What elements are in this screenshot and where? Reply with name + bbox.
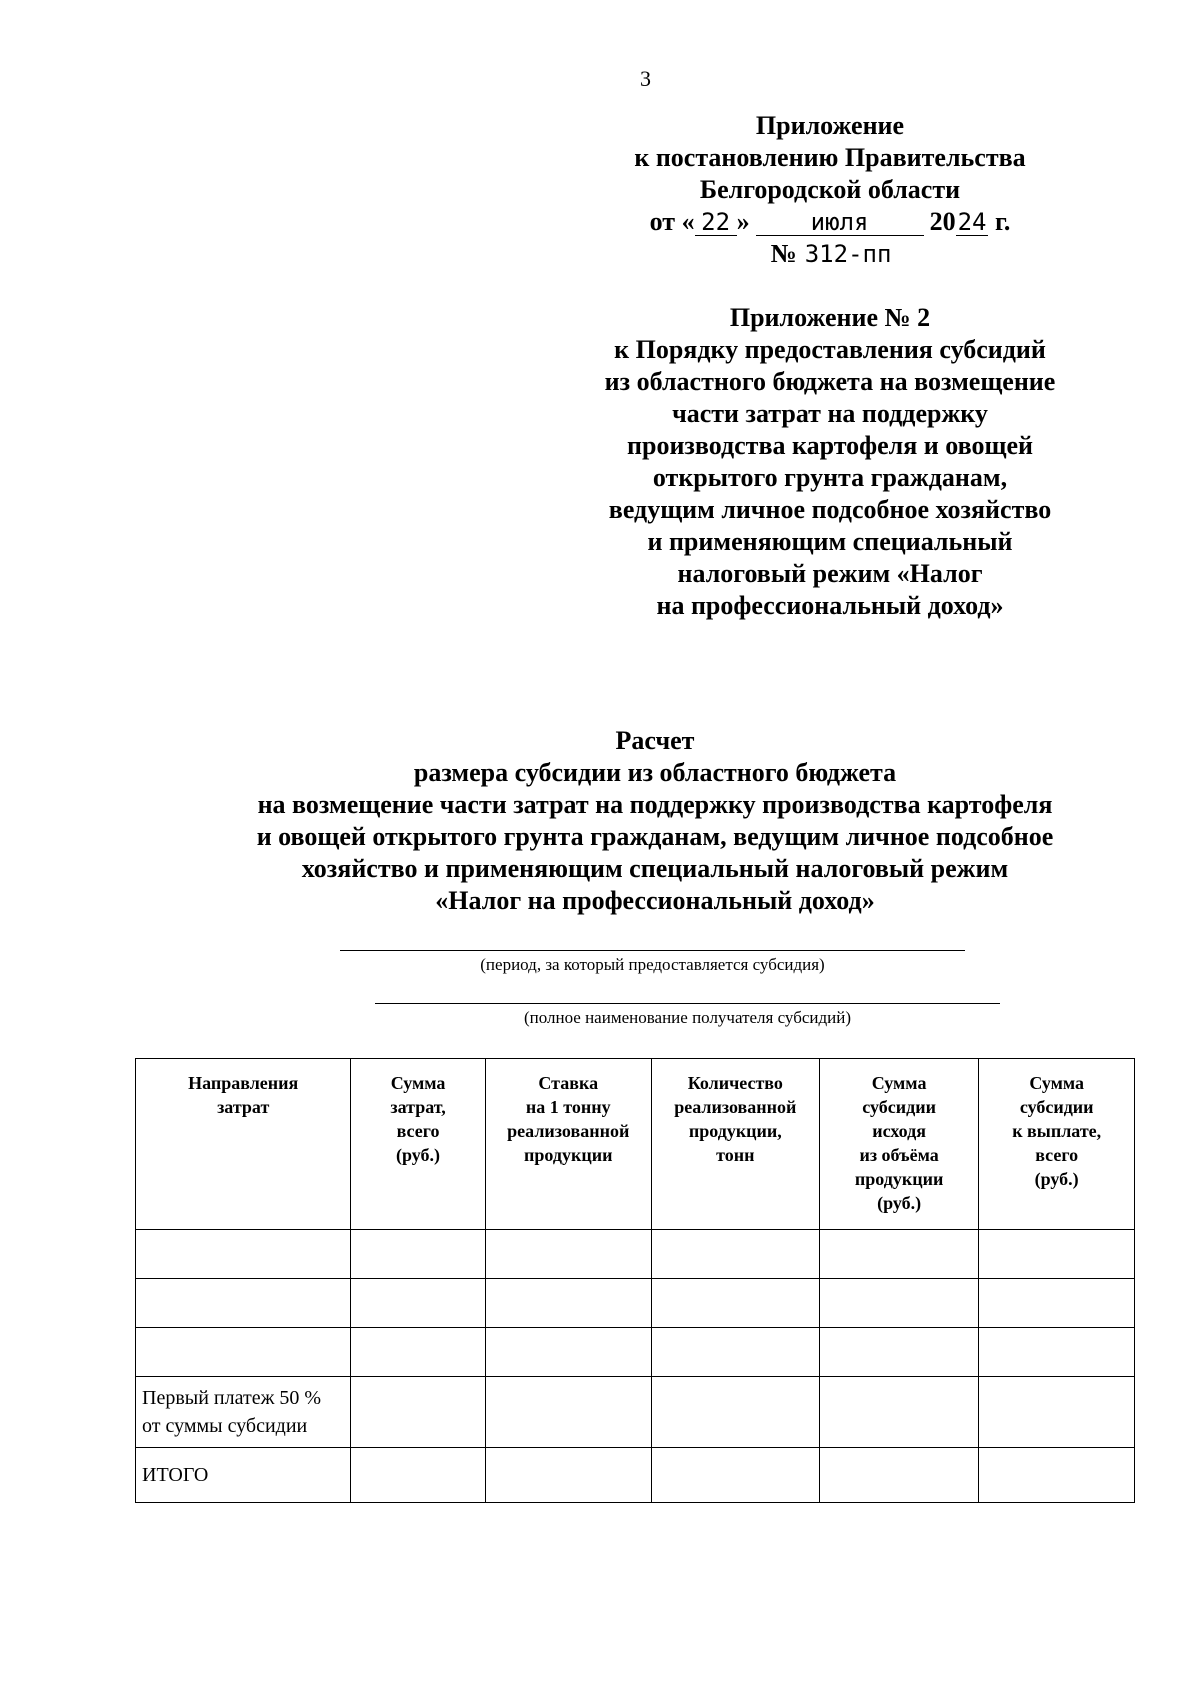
approval-date bbox=[560, 206, 1100, 238]
table-cell[interactable] bbox=[819, 1328, 979, 1377]
table-cell[interactable] bbox=[351, 1377, 485, 1448]
table-cell[interactable] bbox=[136, 1328, 351, 1377]
table-cell[interactable] bbox=[651, 1328, 819, 1377]
first-payment-label: Первый платеж 50 % от суммы субсидии bbox=[136, 1377, 351, 1448]
table-cell[interactable] bbox=[351, 1230, 485, 1279]
appendix-line: на профессиональный доход» bbox=[656, 591, 1004, 620]
table-header-row bbox=[136, 1059, 1135, 1230]
table-cell[interactable] bbox=[819, 1279, 979, 1328]
appendix-line: открытого грунта гражданам, bbox=[652, 463, 1008, 492]
table-cell[interactable] bbox=[485, 1328, 651, 1377]
calculation-subtitle-line: хозяйство и применяющим специальный налоговый режим bbox=[301, 854, 1009, 883]
recipient-caption: (полное наименование получателя субсидий) bbox=[523, 1008, 852, 1027]
period-fill-line[interactable] bbox=[340, 950, 965, 951]
header-cost-direction: Направления затрат bbox=[136, 1059, 351, 1230]
table-cell[interactable] bbox=[485, 1279, 651, 1328]
approval-number bbox=[566, 238, 1100, 270]
table-cell[interactable] bbox=[651, 1230, 819, 1279]
table-cell[interactable] bbox=[351, 1448, 485, 1503]
period-caption: (период, за который предоставляется субсидия) bbox=[480, 955, 825, 974]
calculation-subtitle-line: размера субсидии из областного бюджета bbox=[413, 758, 897, 787]
date-month: июля bbox=[756, 209, 924, 236]
table-row bbox=[136, 1279, 1135, 1328]
table-row bbox=[136, 1328, 1135, 1377]
calculation-title-block bbox=[150, 725, 1160, 917]
date-prefix: от « 22 » bbox=[649, 207, 750, 236]
appendix-line: ведущим личное подсобное хозяйство bbox=[608, 495, 1052, 524]
table-cell[interactable] bbox=[979, 1230, 1135, 1279]
first-payment-row bbox=[136, 1377, 1135, 1448]
calculation-title: Расчет bbox=[615, 726, 695, 755]
table-cell[interactable] bbox=[651, 1377, 819, 1448]
date-day: 22 bbox=[695, 209, 737, 236]
date-year: 2024 г. bbox=[929, 207, 1011, 236]
calculation-subtitle-line: «Налог на профессиональный доход» bbox=[435, 886, 875, 915]
appendix-line: Приложение № 2 bbox=[729, 303, 931, 332]
appendix-line: к Порядку предоставления субсидий bbox=[614, 335, 1046, 364]
table-cell[interactable] bbox=[351, 1279, 485, 1328]
approval-decree: к постановлению Правительства bbox=[634, 143, 1026, 172]
header-rate-per-ton: Ставка на 1 тонну реализованной продукции bbox=[485, 1059, 651, 1230]
approval-region: Белгородской области bbox=[699, 175, 961, 204]
appendix-line: части затрат на поддержку bbox=[672, 399, 988, 428]
header-quantity-sold: Количество реализованной продукции, тонн bbox=[651, 1059, 819, 1230]
table-cell[interactable] bbox=[819, 1377, 979, 1448]
recipient-fill-line[interactable] bbox=[375, 1003, 1000, 1004]
header-subsidy-payable: Сумма субсидии к выплате, всего (руб.) bbox=[979, 1059, 1135, 1230]
page-number: 3 bbox=[640, 66, 651, 91]
calculation-subtitle-line: на возмещение части затрат на поддержку производства картофеля bbox=[257, 790, 1053, 819]
table-cell[interactable] bbox=[819, 1448, 979, 1503]
approval-title: Приложение bbox=[755, 111, 905, 140]
total-label: ИТОГО bbox=[136, 1448, 351, 1503]
table-cell[interactable] bbox=[485, 1448, 651, 1503]
subsidy-calculation-table bbox=[135, 1058, 1135, 1503]
header-subsidy-by-volume: Сумма субсидии исходя из объёма продукции (руб.) bbox=[819, 1059, 979, 1230]
table-cell[interactable] bbox=[136, 1279, 351, 1328]
date-year-suffix: 24 bbox=[957, 208, 987, 236]
table-cell[interactable] bbox=[979, 1448, 1135, 1503]
approval-block bbox=[560, 110, 1100, 270]
total-row bbox=[136, 1448, 1135, 1503]
table-cell[interactable] bbox=[485, 1230, 651, 1279]
header-total-cost: Сумма затрат, всего (руб.) bbox=[351, 1059, 485, 1230]
table-cell[interactable] bbox=[979, 1328, 1135, 1377]
table-cell[interactable] bbox=[351, 1328, 485, 1377]
table-cell[interactable] bbox=[979, 1377, 1135, 1448]
table-cell[interactable] bbox=[979, 1279, 1135, 1328]
table-cell[interactable] bbox=[136, 1230, 351, 1279]
table-cell[interactable] bbox=[651, 1448, 819, 1503]
calculation-subtitle-line: и овощей открытого грунта гражданам, ведущим личное подсобное bbox=[256, 822, 1054, 851]
appendix-line: и применяющим специальный bbox=[647, 527, 1013, 556]
appendix-block bbox=[560, 302, 1100, 622]
table-cell[interactable] bbox=[485, 1377, 651, 1448]
document-number: 312-пп bbox=[804, 240, 892, 268]
table-row bbox=[136, 1230, 1135, 1279]
appendix-line: производства картофеля и овощей bbox=[627, 431, 1033, 460]
table-cell[interactable] bbox=[819, 1230, 979, 1279]
number-sign: № bbox=[770, 239, 797, 268]
appendix-line: налоговый режим «Налог bbox=[677, 559, 983, 588]
appendix-line: из областного бюджета на возмещение bbox=[604, 367, 1056, 396]
table-cell[interactable] bbox=[651, 1279, 819, 1328]
